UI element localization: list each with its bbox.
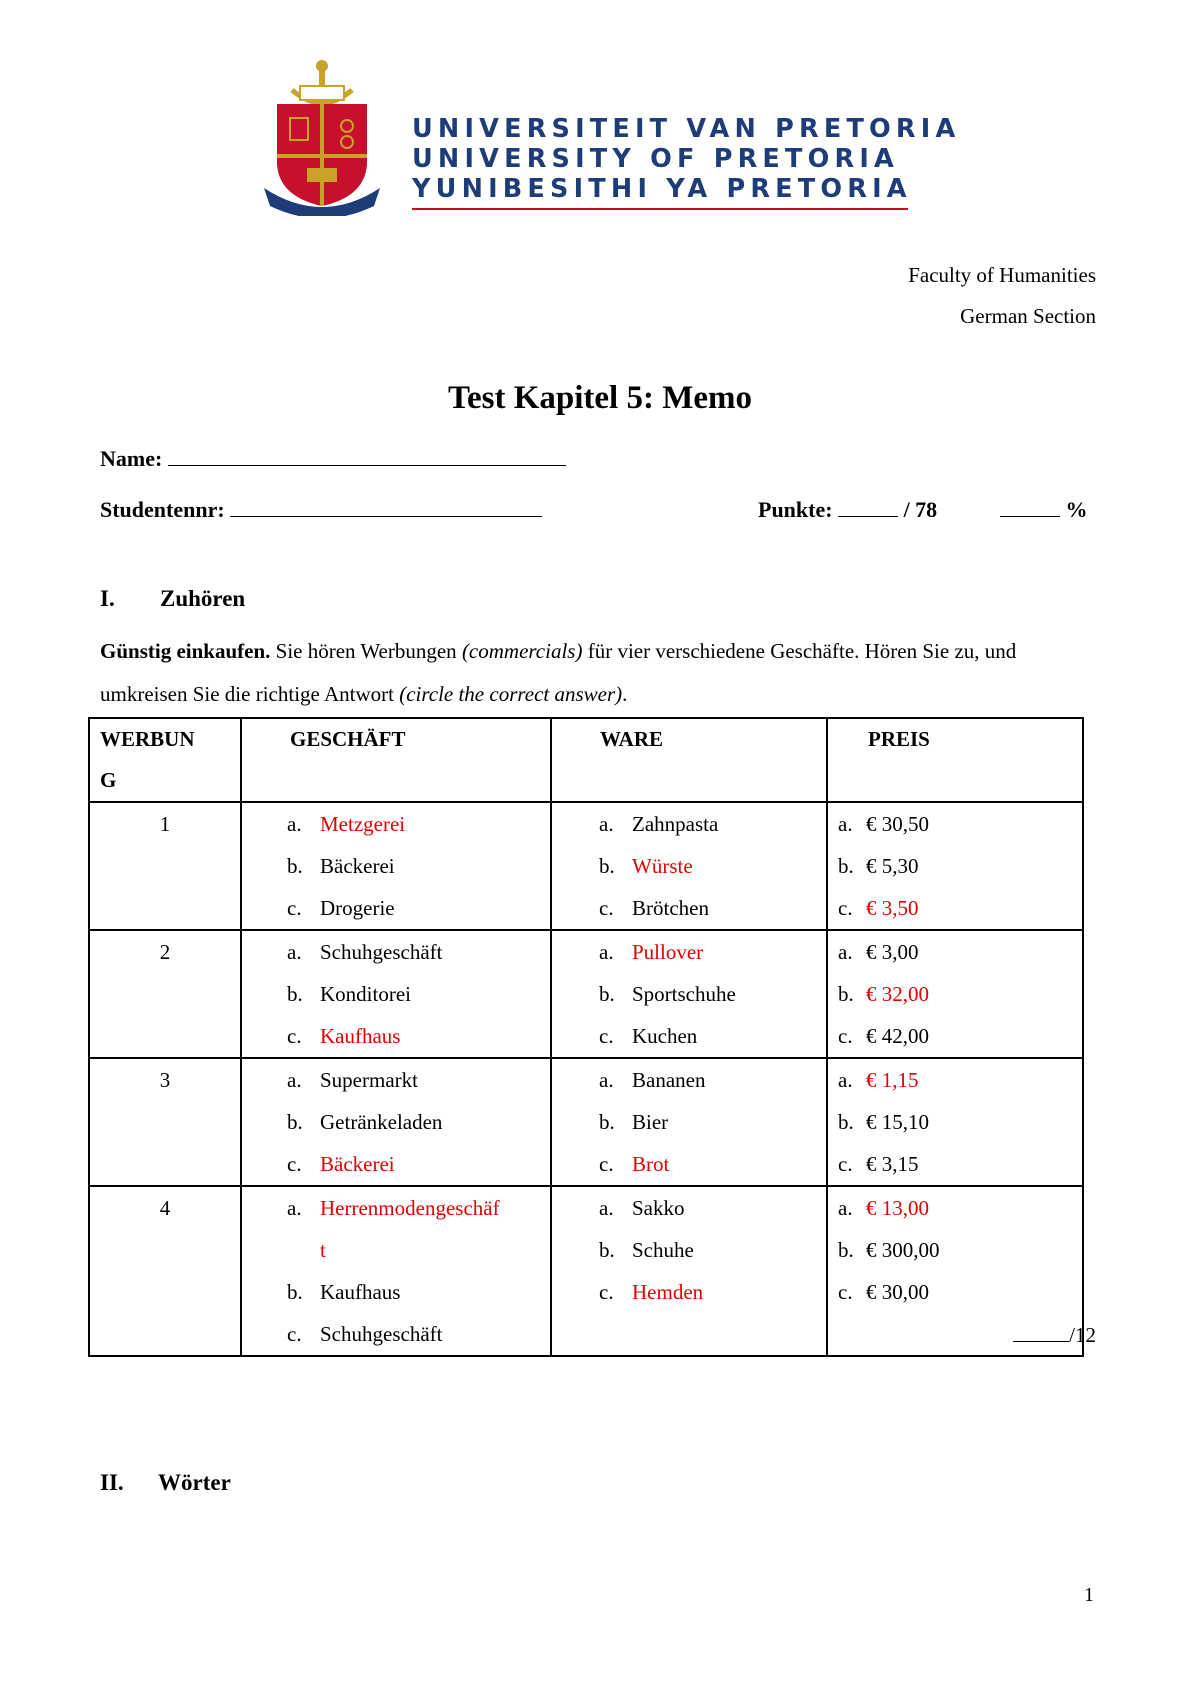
option-text: Bananen	[632, 1068, 706, 1092]
werbung-number: 2	[159, 940, 171, 964]
option-text: Metzgerei	[320, 812, 406, 836]
header-rule	[412, 208, 908, 210]
university-crest	[262, 56, 382, 216]
option-letter: b.	[287, 1280, 303, 1304]
option-letter: b.	[287, 982, 303, 1006]
university-name-afrikaans: UNIVERSITEIT VAN PRETORIA	[412, 114, 961, 144]
option-text: Herrenmodengeschäf	[320, 1196, 500, 1220]
option-letter: b.	[599, 854, 615, 878]
percent-blank[interactable]	[1000, 498, 1060, 517]
option-text: Schuhgeschäft	[320, 1322, 443, 1346]
section-1-score-blank[interactable]	[1013, 1323, 1069, 1342]
header-werbung: WERBUN G	[100, 727, 195, 792]
option-letter: a.	[838, 1068, 853, 1092]
shop-option[interactable]	[287, 1271, 550, 1313]
option-letter: c.	[287, 1152, 302, 1176]
item-option[interactable]	[599, 1059, 826, 1101]
werbung-number-cell	[89, 1058, 241, 1186]
item-option[interactable]	[599, 1187, 826, 1229]
werbung-number-cell	[89, 802, 241, 930]
option-letter: c.	[287, 1322, 302, 1346]
faculty-block	[908, 255, 1096, 337]
option-letter: b.	[599, 1110, 615, 1134]
option-text: Bäckerei	[320, 1152, 395, 1176]
option-text: t	[320, 1238, 326, 1262]
shop-option[interactable]	[287, 1229, 550, 1271]
item-option[interactable]	[599, 803, 826, 845]
option-letter: a.	[599, 812, 614, 836]
option-letter: c.	[838, 1024, 853, 1048]
page-title: Test Kapitel 5: Memo	[448, 380, 752, 416]
item-option[interactable]	[599, 1143, 826, 1185]
option-letter: b.	[838, 1110, 854, 1134]
option-text: € 300,00	[866, 1238, 940, 1262]
item-option[interactable]	[599, 1271, 826, 1313]
student-number-field	[100, 497, 542, 523]
header-geschaeft: GESCHÄFT	[290, 727, 406, 751]
table-row	[89, 802, 1083, 930]
option-text: € 13,00	[866, 1196, 929, 1220]
shop-options-cell	[241, 802, 551, 930]
option-letter: a.	[599, 1196, 614, 1220]
header-preis: PREIS	[868, 727, 930, 751]
option-letter: c.	[599, 1152, 614, 1176]
section-2-number: II.	[100, 1470, 124, 1495]
option-text: € 5,30	[866, 854, 919, 878]
item-options-cell	[551, 1186, 827, 1356]
shop-option[interactable]	[287, 1101, 550, 1143]
points-field	[758, 497, 937, 523]
option-text: Sportschuhe	[632, 982, 736, 1006]
option-text: Kuchen	[632, 1024, 698, 1048]
option-text: € 1,15	[866, 1068, 919, 1092]
option-text: € 3,15	[866, 1152, 919, 1176]
answer-table	[88, 717, 1084, 1357]
item-options-cell	[551, 1058, 827, 1186]
header-ware: WARE	[600, 727, 664, 751]
section-1-number: I.	[100, 586, 115, 611]
instructions-bold: Günstig einkaufen.	[100, 639, 271, 663]
shop-option[interactable]	[287, 1187, 550, 1229]
option-letter: b.	[838, 854, 854, 878]
price-option[interactable]	[838, 1229, 1082, 1271]
instructions-text-2: für vier verschiedene Geschäfte. Hören Sie zu, und umkreisen Sie die richtige Antwort	[100, 639, 1017, 706]
header-cell-preis	[827, 718, 1083, 802]
item-options-cell	[551, 930, 827, 1058]
werbung-number: 4	[159, 1196, 171, 1220]
option-letter: a.	[287, 1068, 302, 1092]
item-options-cell	[551, 802, 827, 930]
item-option[interactable]	[599, 973, 826, 1015]
option-text: Schuhgeschäft	[320, 940, 443, 964]
university-name-sepedi: YUNIBESITHI YA PRETORIA	[412, 174, 912, 204]
option-letter: b.	[599, 982, 615, 1006]
name-blank[interactable]	[168, 447, 566, 466]
price-option[interactable]	[838, 1143, 1082, 1185]
percent-field	[1000, 497, 1088, 523]
header-cell-geschaeft	[241, 718, 551, 802]
price-options-cell	[827, 802, 1083, 930]
option-letter: c.	[599, 1280, 614, 1304]
table-row	[89, 1058, 1083, 1186]
option-letter: c.	[287, 896, 302, 920]
option-text: Brötchen	[632, 896, 709, 920]
option-letter: b.	[838, 982, 854, 1006]
option-letter: a.	[838, 812, 853, 836]
werbung-number: 3	[159, 1068, 171, 1092]
table-body	[89, 802, 1083, 1356]
instructions-italic-2: (circle the correct answer)	[399, 682, 623, 706]
price-option[interactable]	[838, 1101, 1082, 1143]
price-option[interactable]	[838, 931, 1082, 973]
option-text: Kaufhaus	[320, 1024, 401, 1048]
price-option[interactable]	[838, 973, 1082, 1015]
instructions-text-1: Sie hören Werbungen	[270, 639, 462, 663]
section-1-instructions	[100, 630, 1100, 716]
price-options-cell	[827, 930, 1083, 1058]
option-letter: c.	[838, 896, 853, 920]
option-text: Bier	[632, 1110, 669, 1134]
option-text: Würste	[632, 854, 693, 878]
table-row	[89, 1186, 1083, 1356]
option-letter: a.	[599, 1068, 614, 1092]
university-name-block	[412, 114, 961, 210]
shop-option[interactable]	[287, 931, 550, 973]
option-letter: c.	[838, 1280, 853, 1304]
option-letter: a.	[287, 940, 302, 964]
item-option[interactable]	[599, 931, 826, 973]
points-blank[interactable]	[838, 498, 898, 517]
option-letter: a.	[599, 940, 614, 964]
option-text: Sakko	[632, 1196, 685, 1220]
price-option[interactable]	[838, 1187, 1082, 1229]
werbung-number: 1	[159, 812, 171, 836]
option-text: Konditorei	[320, 982, 411, 1006]
percent-sign: %	[1065, 497, 1088, 522]
option-text: € 32,00	[866, 982, 929, 1006]
option-letter: c.	[599, 1024, 614, 1048]
student-number-label: Studentennr:	[100, 497, 225, 522]
werbung-number-cell	[89, 1186, 241, 1356]
shop-option[interactable]	[287, 1015, 550, 1057]
shop-option[interactable]	[287, 1313, 550, 1355]
option-letter: a.	[287, 1196, 302, 1220]
student-number-blank[interactable]	[230, 498, 542, 517]
university-name-english: UNIVERSITY OF PRETORIA	[412, 144, 899, 174]
option-letter: a.	[287, 812, 302, 836]
option-text: Getränkeladen	[320, 1110, 443, 1134]
shop-option[interactable]	[287, 887, 550, 929]
shop-options-cell	[241, 1058, 551, 1186]
item-option[interactable]	[599, 887, 826, 929]
option-text: € 30,50	[866, 812, 929, 836]
section-1-score	[1013, 1323, 1096, 1348]
item-option[interactable]	[599, 1229, 826, 1271]
price-option[interactable]	[838, 803, 1082, 845]
shop-option[interactable]	[287, 1059, 550, 1101]
table-header-row	[89, 718, 1083, 802]
price-option[interactable]	[838, 887, 1082, 929]
option-letter: b.	[287, 854, 303, 878]
option-text: € 30,00	[866, 1280, 929, 1304]
item-option[interactable]	[599, 1101, 826, 1143]
option-text: € 3,00	[866, 940, 919, 964]
shop-options-cell	[241, 930, 551, 1058]
option-letter: a.	[838, 1196, 853, 1220]
item-option[interactable]	[599, 845, 826, 887]
shop-options-cell	[241, 1186, 551, 1356]
price-option[interactable]	[838, 1015, 1082, 1057]
instructions-italic-1: (commercials)	[461, 639, 583, 663]
shop-option[interactable]	[287, 803, 550, 845]
name-field	[100, 446, 566, 472]
option-letter: b.	[287, 1110, 303, 1134]
werbung-number-cell	[89, 930, 241, 1058]
section-1-score-total: /12	[1069, 1323, 1096, 1347]
option-text: Bäckerei	[320, 854, 395, 878]
shop-option[interactable]	[287, 845, 550, 887]
option-text: Zahnpasta	[632, 812, 719, 836]
option-letter: b.	[599, 1238, 615, 1262]
header-cell-ware	[551, 718, 827, 802]
section-1-title: Zuhören	[160, 586, 246, 611]
section-2-title: Wörter	[158, 1470, 231, 1495]
price-options-cell	[827, 1058, 1083, 1186]
faculty-name: Faculty of Humanities	[908, 263, 1096, 287]
option-text: € 3,50	[866, 896, 919, 920]
points-total: / 78	[903, 497, 938, 522]
price-option[interactable]	[838, 1059, 1082, 1101]
shop-option[interactable]	[287, 1143, 550, 1185]
points-label: Punkte:	[758, 497, 833, 522]
option-text: Supermarkt	[320, 1068, 418, 1092]
option-text: € 42,00	[866, 1024, 929, 1048]
option-letter: a.	[838, 940, 853, 964]
name-label: Name:	[100, 446, 163, 471]
option-text: Schuhe	[632, 1238, 694, 1262]
option-letter: c.	[287, 1024, 302, 1048]
option-letter: b.	[838, 1238, 854, 1262]
option-text: Kaufhaus	[320, 1280, 401, 1304]
page-number: 1	[1084, 1584, 1094, 1606]
price-option[interactable]	[838, 1271, 1082, 1313]
price-option[interactable]	[838, 845, 1082, 887]
option-text: Hemden	[632, 1280, 704, 1304]
option-letter: c.	[838, 1152, 853, 1176]
section-name: German Section	[960, 304, 1096, 328]
shop-option[interactable]	[287, 973, 550, 1015]
header-cell-werbung	[89, 718, 241, 802]
option-text: Drogerie	[320, 896, 395, 920]
option-text: Pullover	[632, 940, 704, 964]
table-row	[89, 930, 1083, 1058]
option-letter: c.	[599, 896, 614, 920]
instructions-text-3: .	[622, 682, 628, 706]
option-text: € 15,10	[866, 1110, 929, 1134]
item-option[interactable]	[599, 1015, 826, 1057]
option-text: Brot	[632, 1152, 670, 1176]
